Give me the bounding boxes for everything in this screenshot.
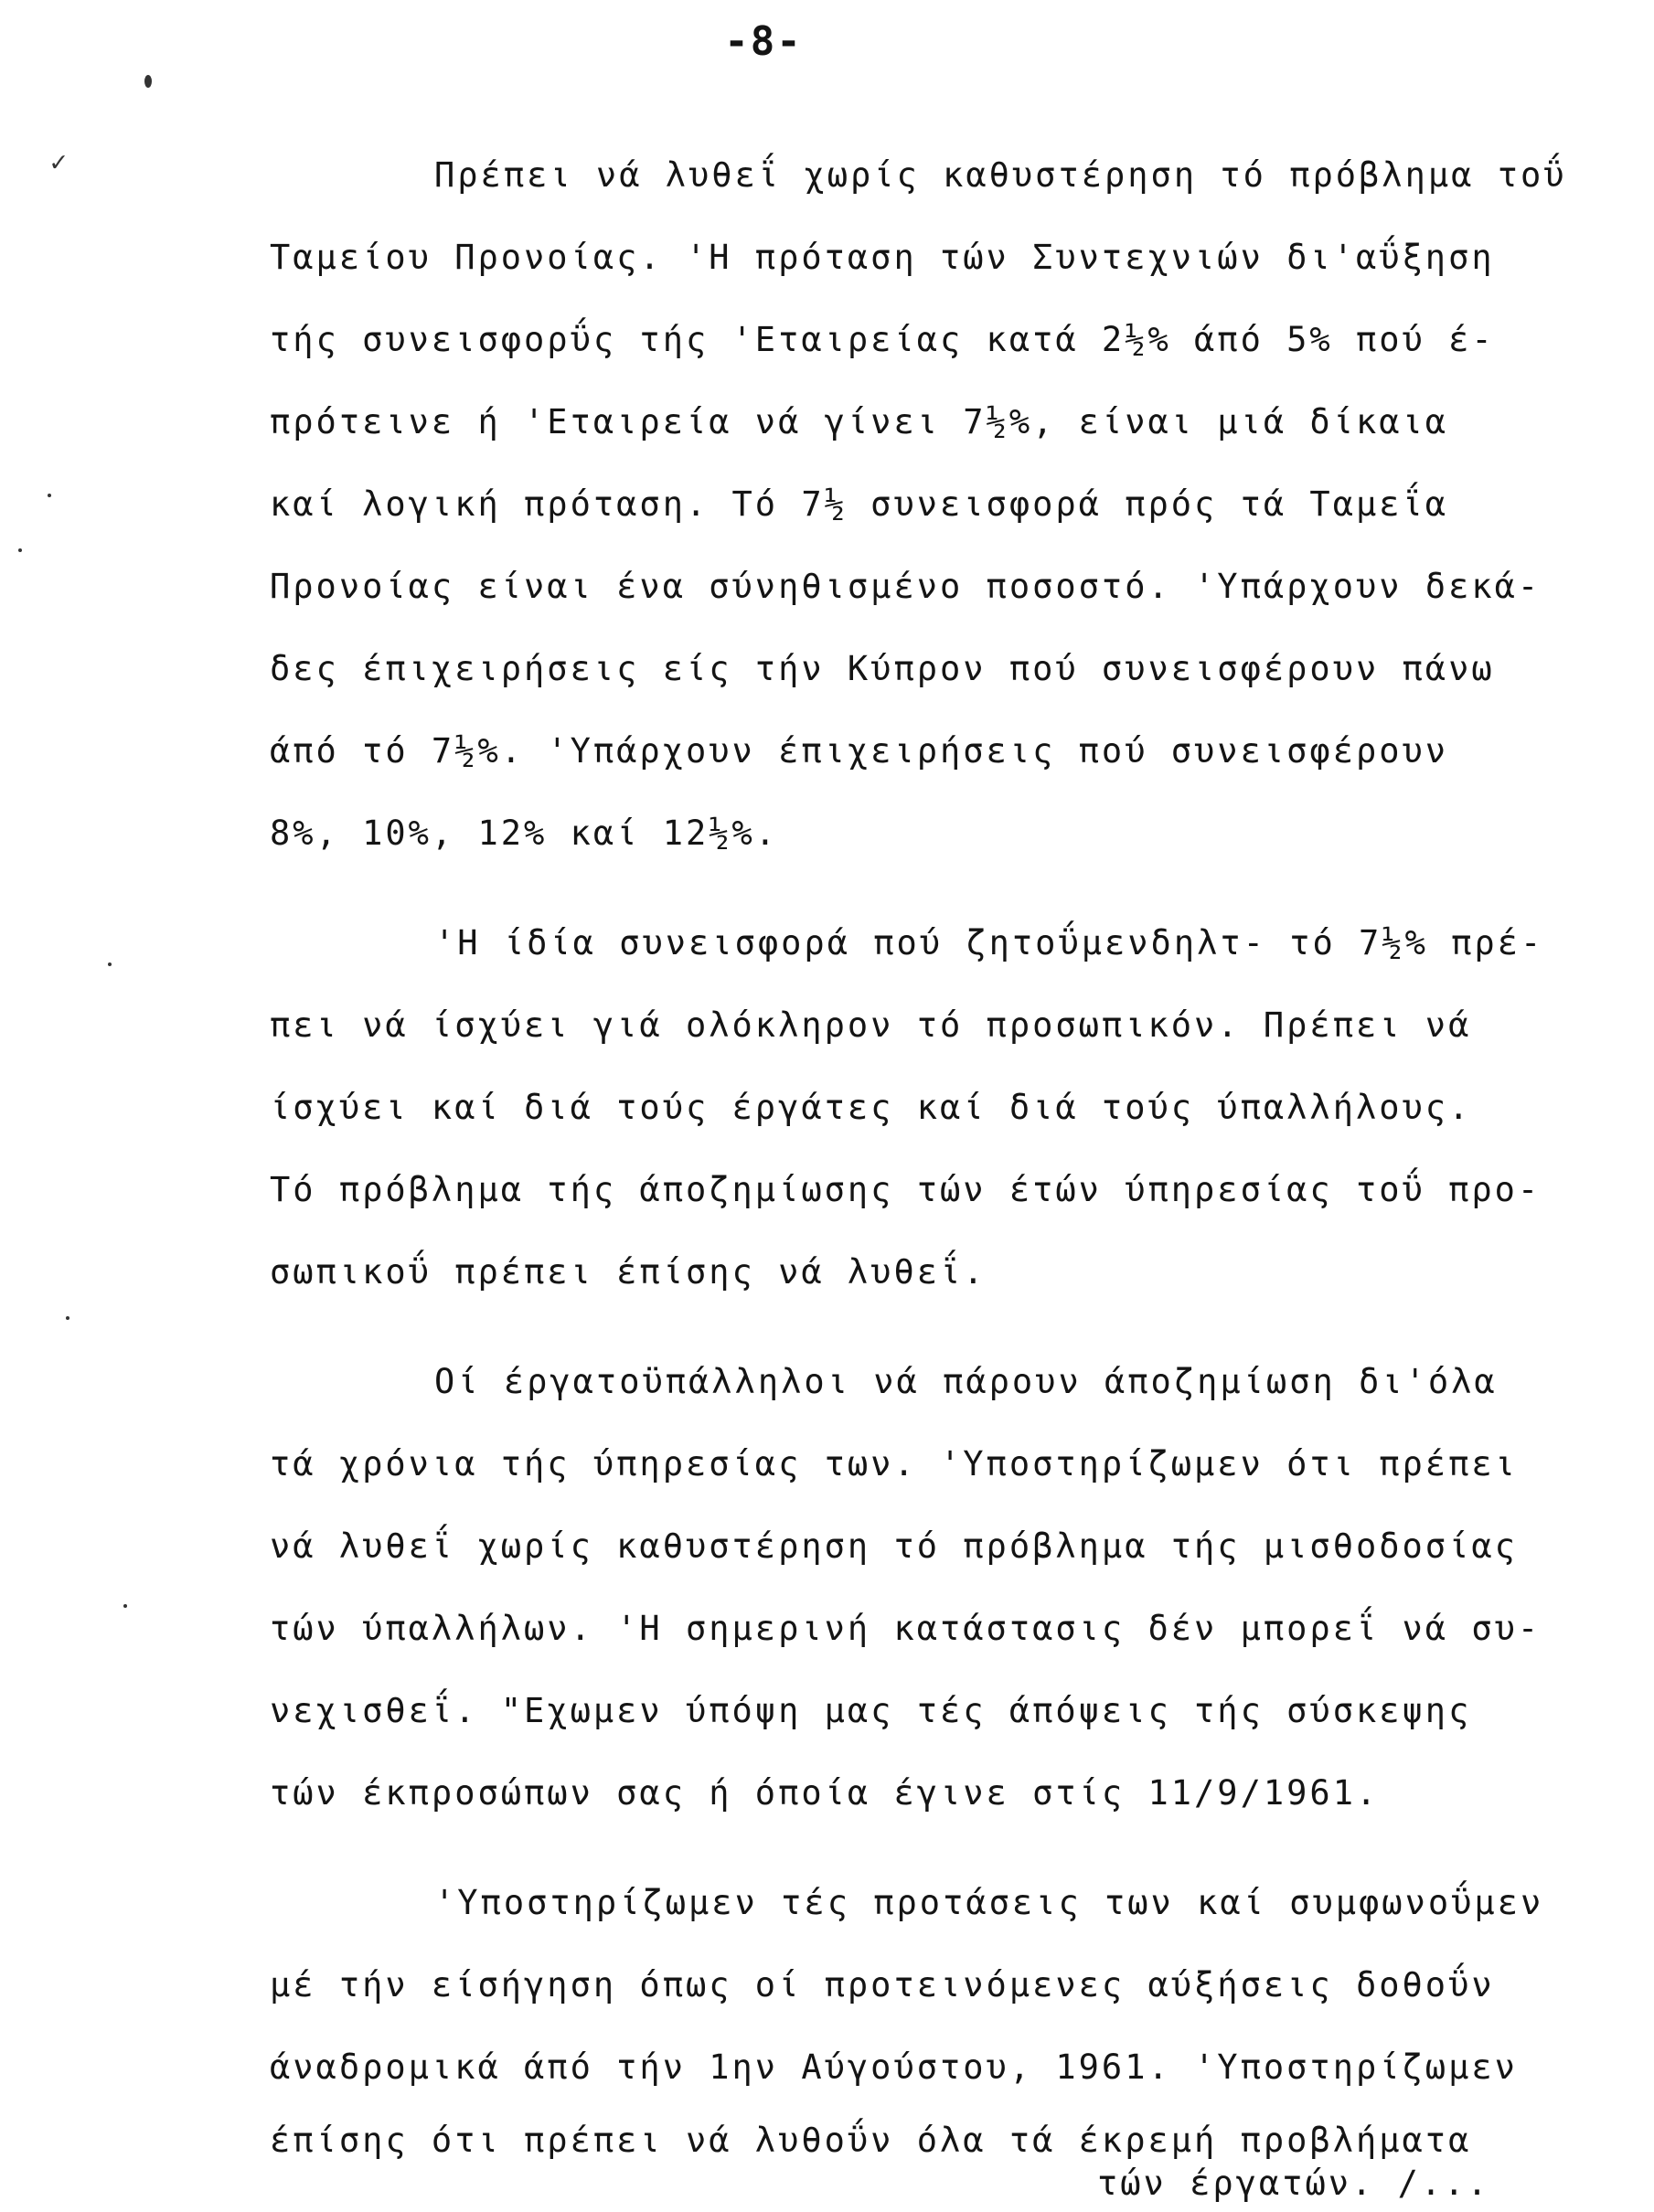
text-line: σωπικοΰ πρέπει έπίσης νά λυθεΐ. <box>270 1252 987 1292</box>
text-line: έπίσης ότι πρέπει νά λυθοΰν όλα τά έκρεμή προβλήματα <box>270 2121 1472 2160</box>
text-line: πει νά ίσχύει γιά ολόκληρον τό προσωπικόν. Πρέπει νά <box>270 1005 1472 1045</box>
text-line: Προνοίας είναι ένα σύνηθισμένο ποσοστό. 'Υπάρχουν δεκά- <box>270 567 1542 606</box>
margin-check-mark: ✓ <box>50 146 68 178</box>
text-line: Πρέπει νά λυθεΐ χωρίς καθυστέρηση τό πρόβλημα τοΰ <box>434 155 1567 195</box>
text-line: πρότεινε ή 'Εταιρεία νά γίνει 7½%, είναι μιά δίκαια <box>270 402 1449 441</box>
text-line: τών έκπροσώπων σας ή όποία έγινε στίς 11/9/1961. <box>270 1773 1380 1813</box>
text-line: 'Η ίδία συνεισφορά πού ζητοΰμενδηλτ- τό 7½% πρέ- <box>434 923 1544 962</box>
ink-speck <box>144 75 152 88</box>
text-line: τά χρόνια τής ύπηρεσίας των. 'Υποστηρίζωμεν ότι πρέπει <box>270 1444 1518 1484</box>
text-line: νά λυθεΐ χωρίς καθυστέρηση τό πρόβλημα τής μισθοδοσίας <box>270 1526 1518 1566</box>
text-line: Τό πρόβλημα τής άποζημίωσης τών έτών ύπηρεσίας τοΰ προ- <box>270 1170 1542 1209</box>
text-line: Οί έργατοϋπάλληλοι νά πάρουν άποζημίωση δι'όλα <box>434 1362 1498 1401</box>
text-line: άναδρομικά άπό τήν 1ην Αύγούστου, 1961. 'Υποστηρίζωμεν <box>270 2047 1518 2087</box>
text-line: τών ύπαλλήλων. 'Η σημερινή κατάστασις δέν μπορεΐ νά συ- <box>270 1609 1542 1648</box>
text-line: μέ τήν είσήγηση όπως οί προτεινόμενες αύξήσεις δοθοΰν <box>270 1965 1495 2005</box>
page-number: -8- <box>724 18 803 65</box>
text-line: άπό τό 7½%. 'Υπάρχουν έπιχειρήσεις πού συνεισφέρουν <box>270 731 1449 771</box>
ink-speck <box>123 1604 127 1608</box>
ink-speck <box>48 494 51 497</box>
ink-speck <box>108 962 112 966</box>
text-line: ίσχύει καί διά τούς έργάτες καί διά τούς ύπαλλήλους. <box>270 1088 1472 1127</box>
ink-speck <box>66 1316 69 1320</box>
ink-speck <box>18 548 22 552</box>
text-line: δες έπιχειρήσεις είς τήν Κύπρον πού συνεισφέρουν πάνω <box>270 649 1495 688</box>
text-line: νεχισθεΐ. "Εχωμεν ύπόψη μας τές άπόψεις τής σύσκεψης <box>270 1691 1472 1730</box>
text-line: καί λογική πρόταση. Τό 7½ συνεισφορά πρός τά Ταμεΐα <box>270 484 1449 524</box>
text-line-continuation: τών έργατών. /... <box>1097 2164 1490 2203</box>
text-line: 8%, 10%, 12% καί 12½%. <box>270 814 779 853</box>
text-line: 'Υποστηρίζωμεν τές προτάσεις των καί συμφωνοΰμεν <box>434 1883 1544 1922</box>
text-line: Ταμείου Προνοίας. 'Η πρόταση τών Συντεχνιών δι'αΰξηση <box>270 238 1495 277</box>
text-line: τής συνεισφορΰς τής 'Εταιρείας κατά 2½% άπό 5% πού έ- <box>270 320 1495 359</box>
